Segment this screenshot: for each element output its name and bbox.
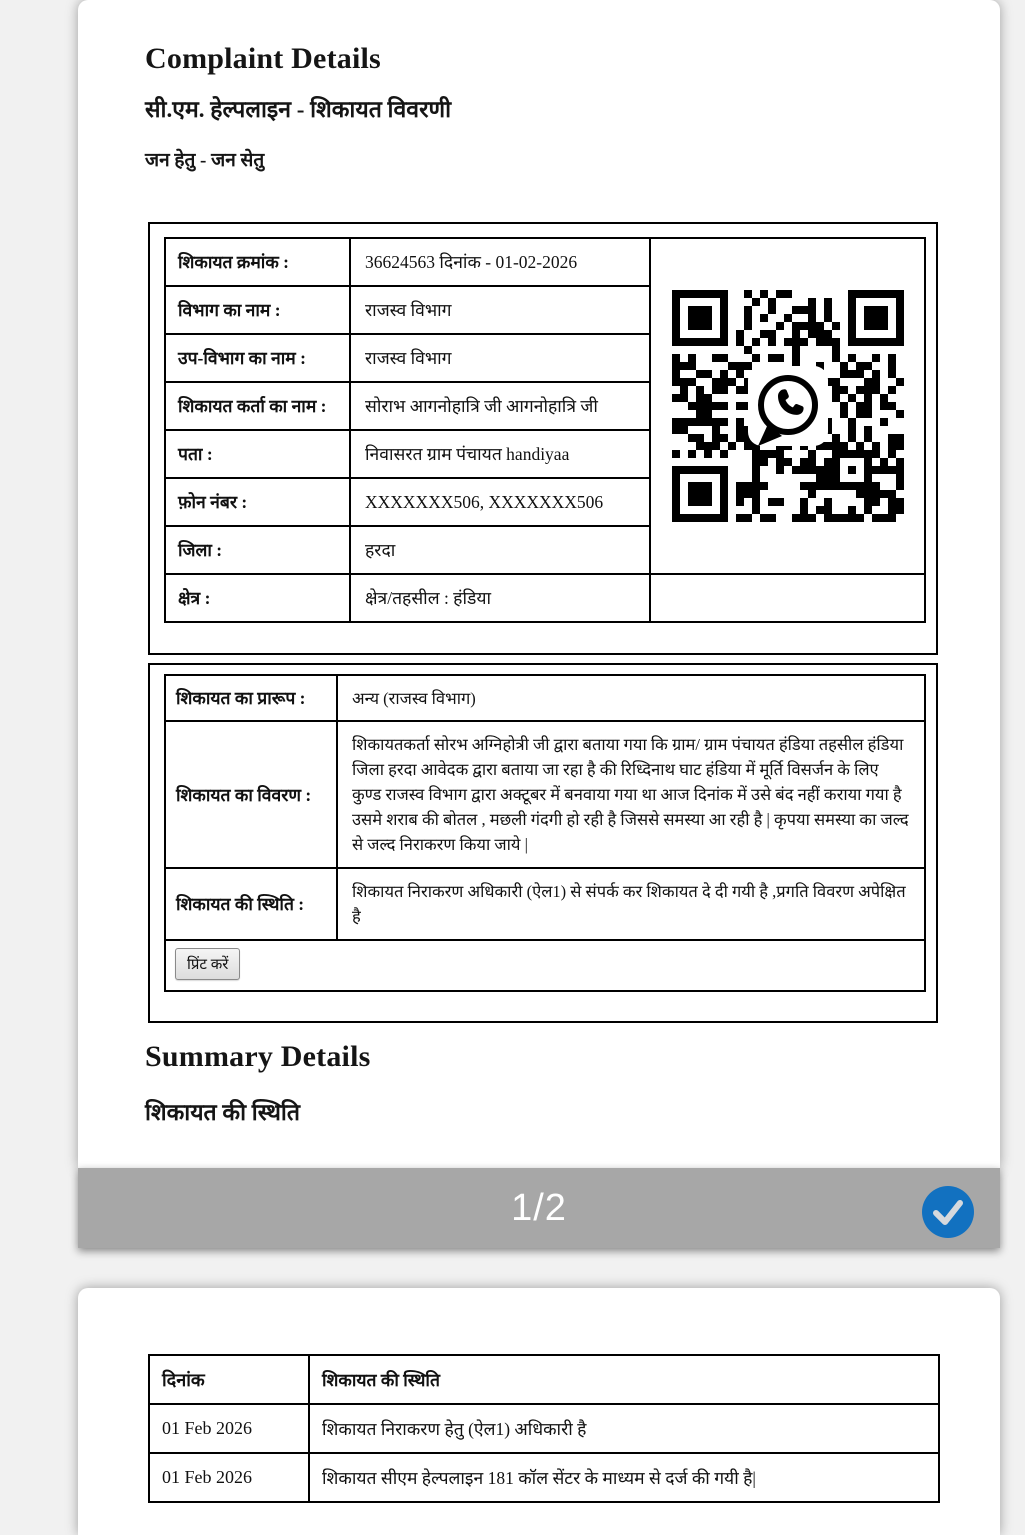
table-header-row <box>149 1355 939 1404</box>
tagline: जन हेतु - जन सेतु <box>145 150 265 171</box>
table-row <box>149 1404 939 1453</box>
row-label: क्षेत्र : <box>165 574 350 622</box>
status-history-table <box>148 1354 940 1503</box>
table-row <box>165 868 925 940</box>
complaint-details-table <box>164 237 926 623</box>
confirm-button[interactable] <box>922 1186 974 1238</box>
check-icon <box>922 1186 974 1238</box>
table-row <box>165 574 925 622</box>
row-label: शिकायत क्रमांक : <box>165 238 350 286</box>
page-2 <box>78 1288 1000 1535</box>
row-label: विभाग का नाम : <box>165 286 350 334</box>
page-title: Complaint Details <box>145 42 381 75</box>
row-value: XXXXXXX506, XXXXXXX506 <box>350 478 650 526</box>
row-value: शिकायतकर्ता सोरभ अग्निहोत्री जी द्वारा बताया गया कि ग्राम/ ग्राम पंचायत हंडिया तहसील हंडिया जिला हरदा आवेदक द्वारा बताया जा रहा है की रिध्दिनाथ घाट हंडिया में मूर्ति विसर्जन के लिए कुण्ड राजस्व विभाग द्वारा अक्टूबर में बनवाया गया था आज दिनांक में उसे बंद नहीं कराया गया है उसमे शराब की बोतल , मछली गंदगी हो रही है जिससे समस्या आ रही है | कृपया समस्या का जल्द से जल्द निराकरण किया जाये | <box>337 721 925 868</box>
row-value: सोराभ आगनोहात्रि जी आगनोहात्रि जी <box>350 382 650 430</box>
table-row <box>165 238 925 286</box>
whatsapp-icon <box>748 366 828 446</box>
row-value: शिकायत निराकरण अधिकारी (ऐल1) से संपर्क कर शिकायत दे दी गयी है ,प्रगति विवरण अपेक्षित है <box>337 868 925 940</box>
row-label: शिकायत कर्ता का नाम : <box>165 382 350 430</box>
row-value: अन्य (राजस्व विभाग) <box>337 675 925 721</box>
column-header-status: शिकायत की स्थिति <box>309 1355 939 1404</box>
row-value: राजस्व विभाग <box>350 286 650 334</box>
row-label: पता : <box>165 430 350 478</box>
page-indicator-bar <box>78 1168 1000 1248</box>
print-button[interactable]: प्रिंट करें <box>175 948 240 980</box>
complaint-details-box <box>148 222 938 655</box>
row-label: जिला : <box>165 526 350 574</box>
row-label: शिकायत का विवरण : <box>165 721 337 868</box>
complaint-description-table <box>164 674 926 992</box>
qr-cell <box>650 238 925 574</box>
column-header-date: दिनांक <box>149 1355 309 1404</box>
row-date: 01 Feb 2026 <box>149 1453 309 1502</box>
empty-cell <box>650 574 925 622</box>
row-value: निवासरत ग्राम पंचायत handiyaa <box>350 430 650 478</box>
print-button-cell <box>165 940 925 991</box>
summary-title: Summary Details <box>145 1040 371 1073</box>
row-label: फ़ोन नंबर : <box>165 478 350 526</box>
row-label: उप-विभाग का नाम : <box>165 334 350 382</box>
table-row <box>149 1453 939 1502</box>
row-value: क्षेत्र/तहसील : हंडिया <box>350 574 650 622</box>
row-value: 36624563 दिनांक - 01-02-2026 <box>350 238 650 286</box>
row-value: हरदा <box>350 526 650 574</box>
row-status: शिकायत सीएम हेल्पलाइन 181 कॉल सेंटर के माध्यम से दर्ज की गयी है| <box>309 1453 939 1502</box>
summary-subtitle: शिकायत की स्थिति <box>145 1100 300 1125</box>
page-1 <box>78 0 1000 1168</box>
row-status: शिकायत निराकरण हेतु (ऐल1) अधिकारी है <box>309 1404 939 1453</box>
helpline-subtitle: सी.एम. हेल्पलाइन - शिकायत विवरणी <box>145 97 452 122</box>
row-label: शिकायत का प्रारूप : <box>165 675 337 721</box>
table-row <box>165 675 925 721</box>
whatsapp-qr-code <box>672 290 904 522</box>
row-label: शिकायत की स्थिति : <box>165 868 337 940</box>
table-row <box>165 940 925 991</box>
complaint-description-box <box>148 663 938 1023</box>
page-number: 1/2 <box>511 1186 567 1229</box>
row-date: 01 Feb 2026 <box>149 1404 309 1453</box>
row-value: राजस्व विभाग <box>350 334 650 382</box>
table-row <box>165 721 925 868</box>
